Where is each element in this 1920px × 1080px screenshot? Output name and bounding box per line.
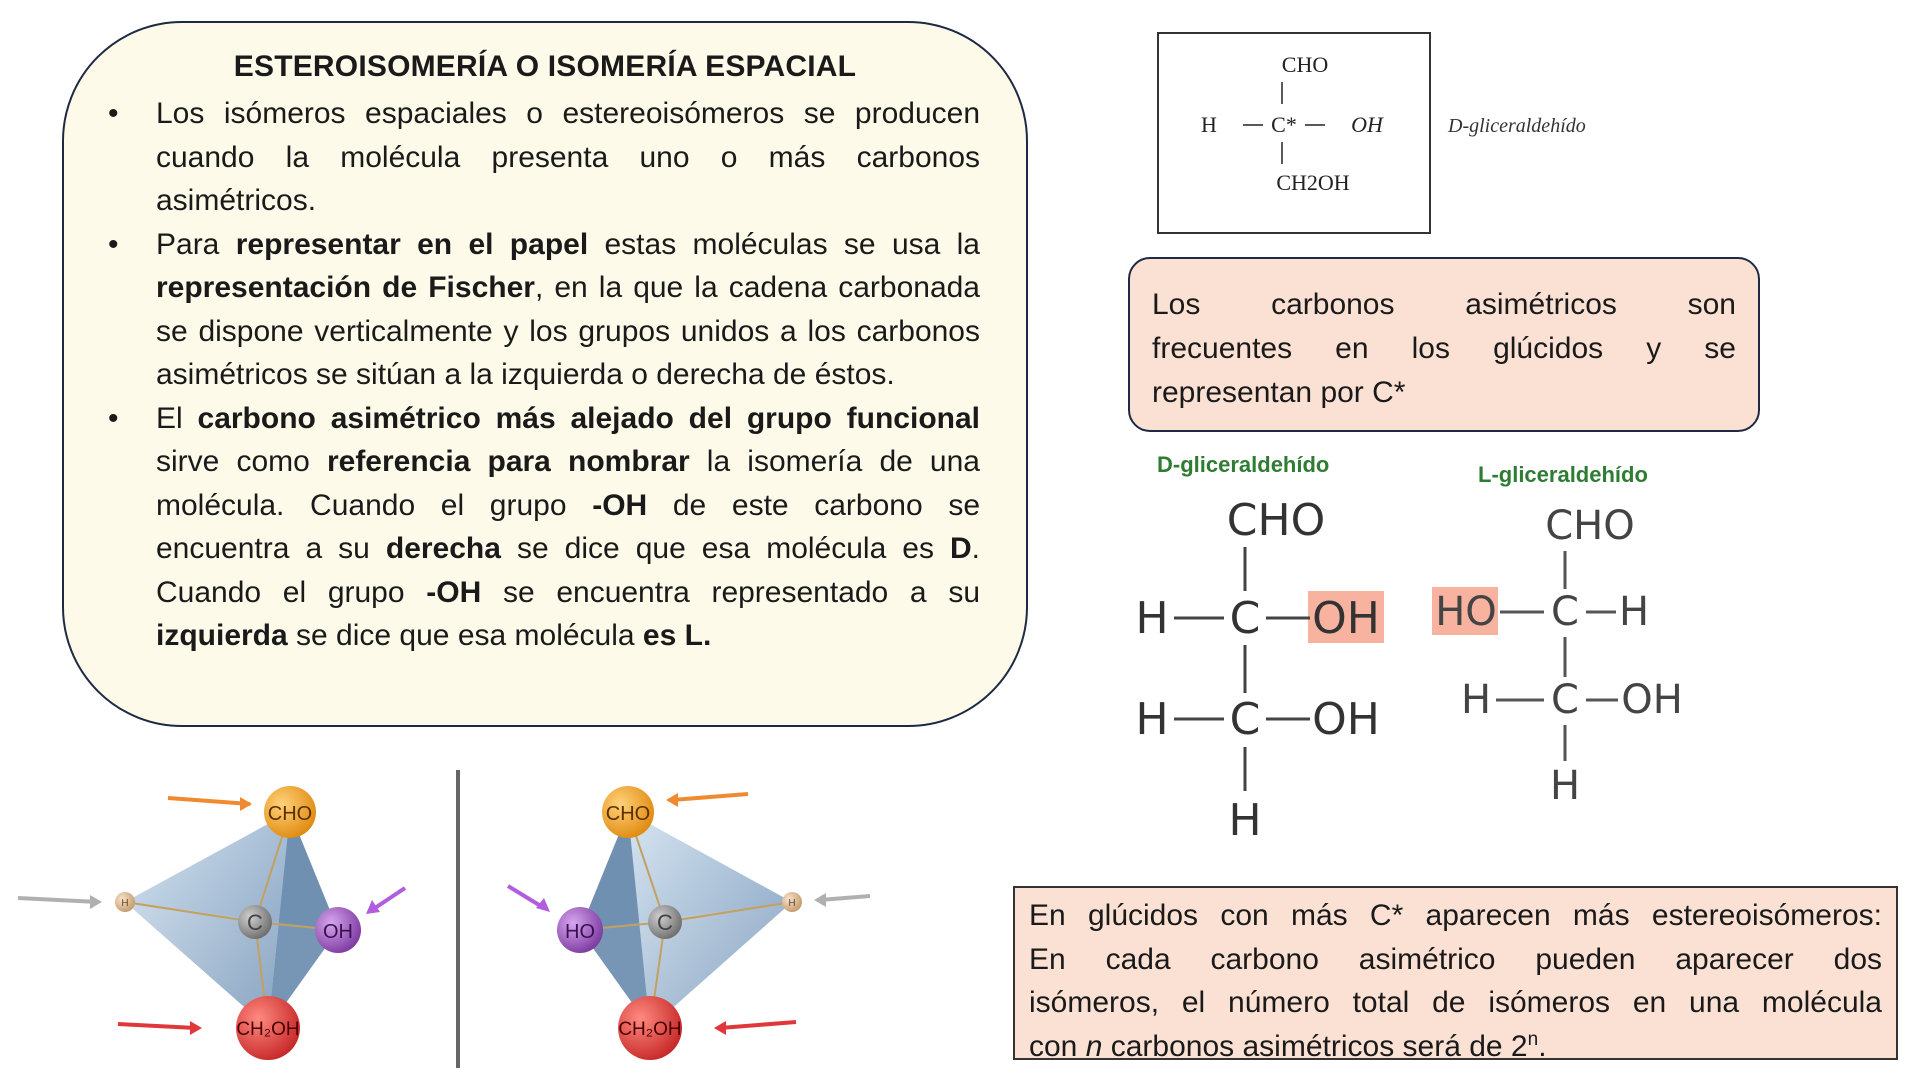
small-fischer-center: C* (1271, 112, 1297, 137)
l-glyceraldehyde-label: L-gliceraldehído (1478, 462, 1648, 487)
small-fischer-diagram (1157, 32, 1431, 234)
bullet-list (108, 92, 980, 658)
count-line-4 (1029, 1025, 1882, 1069)
count-line-2: En cada carbono asimétrico pueden aparecer dos (1029, 942, 1882, 976)
d-row1-left: H (1135, 593, 1169, 644)
count-line-3: isómeros, el número total de isómeros en una molécula (1029, 986, 1882, 1019)
l-row1-c: C (1551, 589, 1579, 635)
bullet-3-text-7: se encuentra representado a su (481, 575, 980, 609)
note-line-1 (1152, 283, 1736, 327)
bullet-3-bold-4: derecha (385, 532, 501, 565)
note-word: glúcidos (1493, 332, 1604, 365)
d3d-bottom: CH₂OH (236, 1019, 300, 1040)
count-n: n (1085, 1029, 1103, 1063)
count-text: . (1538, 1029, 1547, 1063)
model-divider (456, 770, 460, 1068)
l-glyceraldehyde-3d-model (490, 770, 890, 1070)
bullet-3-text-8: se dice que esa molécula (287, 619, 643, 652)
note-word: frecuentes (1152, 332, 1293, 365)
note-word: se (1704, 332, 1736, 365)
d3d-left: H (121, 898, 129, 909)
bullet-3-bold-1: carbono asimétrico más alejado del grupo funcional (197, 401, 980, 435)
d-row2-c: C (1229, 694, 1261, 745)
note-word: y (1646, 332, 1662, 365)
d-row1-c: C (1229, 593, 1261, 644)
stereoisomer-count-note (1013, 886, 1898, 1063)
note-line-2 (1152, 327, 1736, 371)
note-word: los (1411, 332, 1450, 365)
bullet-dot: • (108, 97, 119, 130)
l-bottom: H (1549, 763, 1581, 809)
small-fischer-left: H (1201, 112, 1217, 137)
small-fischer-top: CHO (1281, 52, 1329, 77)
bullet-3-bold-2: referencia para nombrar (326, 445, 690, 478)
l-row1-left: HO (1435, 589, 1497, 635)
count-text: carbonos asimétricos será de 2 (1102, 1029, 1528, 1063)
d3d-center: C (247, 910, 263, 935)
l-row1-right: H (1618, 589, 1650, 635)
bullet-item-1 (108, 92, 980, 223)
l-row2-left: H (1460, 677, 1492, 723)
bullet-3-bold-3: -OH (592, 488, 648, 522)
bullet-3-text-3: la isomería de una molécula. Cuando el grupo (156, 445, 980, 522)
d-bottom: H (1228, 795, 1262, 846)
count-line-1: En glúcidos con más C* aparecen más estereoisómeros: (1029, 899, 1882, 932)
bullet-3-text-1: El (156, 401, 198, 435)
d-glyceraldehyde-label: D-gliceraldehído (1157, 452, 1330, 477)
bullet-2-text-1: Para (156, 227, 236, 261)
l-row2-right: OH (1621, 677, 1683, 723)
l-top: CHO (1545, 503, 1635, 549)
bullet-3-bold-8: es L. (642, 619, 712, 652)
count-exponent: n (1527, 1028, 1539, 1050)
bullet-3-bold-6: -OH (426, 575, 482, 609)
note-word: Los (1152, 288, 1201, 321)
l-row2-c: C (1551, 677, 1579, 723)
d3d-top: CHO (267, 803, 313, 825)
bullet-item-2 (108, 223, 980, 397)
note-word: carbonos (1271, 288, 1395, 321)
small-fischer-caption: D-gliceraldehído (1448, 115, 1586, 137)
d-top: CHO (1226, 495, 1326, 546)
l-glyceraldehyde-fischer (1430, 495, 1700, 815)
d3d-right: OH (323, 921, 353, 943)
bullet-3-text-5: se dice que esa molécula es (500, 532, 950, 565)
l3d-right: H (788, 898, 796, 909)
bullet-3-text-6: . Cuando el grupo (156, 532, 980, 609)
note-word: asimétricos (1465, 288, 1617, 321)
small-fischer-bottom: CH2OH (1276, 170, 1350, 195)
bullet-item-3 (108, 397, 980, 658)
l3d-bottom: CH₂OH (618, 1019, 682, 1040)
d-glyceraldehyde-3d-model (0, 770, 440, 1070)
bullet-1-text: Los isómeros espaciales o estereoisómeros se producen cuando la molécula presenta uno o más carbonos asimétricos. (156, 97, 980, 217)
bullet-3-text-4: de este carbono se encuentra a su (156, 488, 981, 565)
d-row2-right: OH (1312, 694, 1380, 745)
bullet-dot: • (108, 401, 119, 435)
bullet-2-bold-1: representar en el papel (235, 227, 589, 261)
l3d-top: CHO (605, 803, 651, 825)
small-fischer-right: OH (1351, 112, 1383, 137)
bullet-2-bold-2: representación de Fischer (156, 271, 535, 304)
l3d-center: C (657, 910, 673, 935)
bullet-dot: • (108, 227, 119, 261)
note-line-3: representan por C* (1152, 376, 1406, 409)
d-glyceraldehyde-fischer (1130, 485, 1420, 845)
d-row2-left: H (1135, 694, 1169, 745)
page-title: ESTEROISOMERÍA O ISOMERÍA ESPACIAL (233, 50, 857, 83)
bullet-2-text-2: estas moléculas se usa la (588, 227, 980, 261)
l3d-left: HO (565, 921, 595, 943)
d-row1-right: OH (1312, 593, 1380, 644)
bullet-3-text-2: sirve como (156, 445, 327, 478)
bullet-3-bold-5: D (949, 532, 972, 565)
count-text: con (1029, 1029, 1086, 1063)
note-word: son (1687, 288, 1736, 321)
note-word: en (1335, 332, 1369, 365)
bullet-3-bold-7: izquierda (156, 619, 288, 652)
asymmetric-carbon-note (1128, 257, 1760, 432)
bullet-2-text-3: , en la que la cadena carbonada se dispone verticalmente y los grupos unidos a los carbonos asimétricos se sitúan a la izquierda o derecha de éstos. (156, 271, 980, 391)
